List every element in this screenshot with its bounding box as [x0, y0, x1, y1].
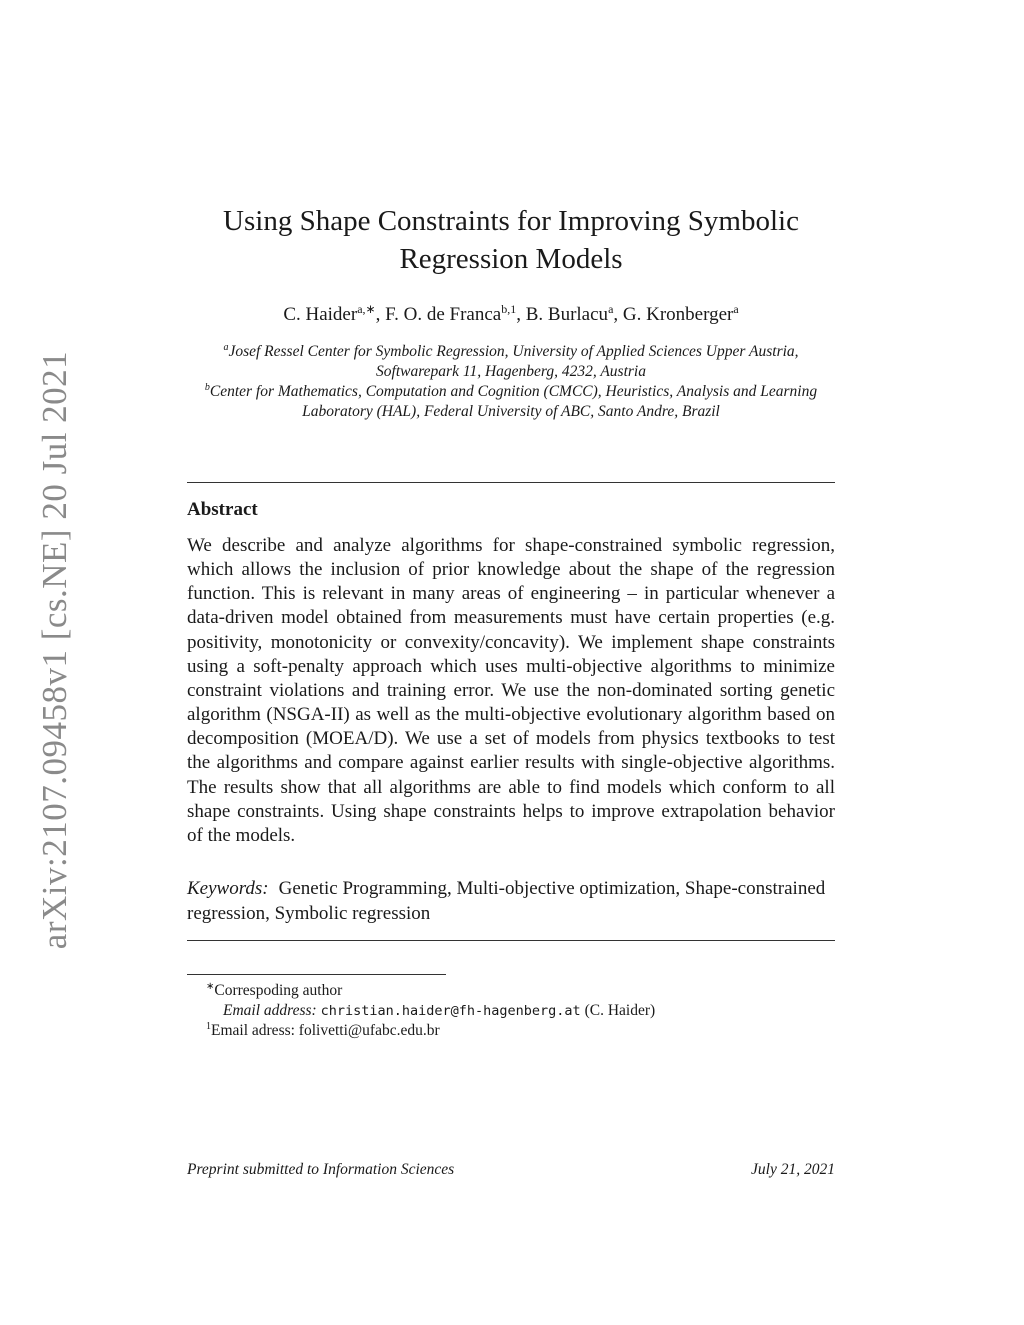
footnotes — [206, 981, 655, 1041]
affiliation-mark: a — [223, 342, 229, 353]
footnote-text: Email adress: folivetti@ufabc.edu.br — [211, 1022, 440, 1039]
footnote-rule — [187, 974, 446, 975]
author-name: B. Burlacu — [525, 304, 609, 325]
paper-title: Using Shape Constraints for Improving Symbolic Regression Models — [223, 205, 799, 275]
keywords — [187, 877, 835, 926]
footnote-mark: ∗ — [206, 981, 215, 992]
abstract-heading: Abstract — [187, 499, 258, 520]
author-list: C. Haider$^{a,∗}$, F. O. de Franca$^{b,1}$, B. Burlacu$^a$, G. Kronberger$^a$ — [283, 302, 739, 325]
author-affil-mark: a — [608, 302, 614, 316]
email-owner: (C. Haider) — [584, 1002, 656, 1019]
keywords-label: Keywords: — [187, 878, 269, 899]
affiliations — [195, 342, 827, 422]
affiliation-b — [195, 382, 827, 422]
email-label: Email address: — [223, 1002, 317, 1019]
author-name: F. O. de Franca — [385, 304, 502, 325]
author-name: G. Kronberger — [622, 304, 734, 325]
affiliation-text: Center for Mathematics, Computation and Cognition (CMCC), Heuristics, Analysis and Learning Laboratory (HAL), Federal University of ABC, Santo Andre, Brazil — [209, 383, 818, 420]
arxiv-id[interactable]: arXiv:2107.09458v1 [cs.NE] 20 Jul 2021 — [35, 350, 74, 950]
abstract-text: We describe and analyze algorithms for shape-constrained symbolic regression, which allows the inclusion of prior knowledge about the shape of the regression function. This is relevant in many areas of engineering – in particular whenever a data-driven model obtained from measurements must have certain properties (e.g. positivity, monotonicity or convexity/concavity). We implement shape constraints using a soft-penalty approach which uses multi-objective algorithms to minimize constraint violations and training error. We use the non-dominated sorting genetic algorithm (NSGA-II) as well as the multi-objective evolutionary algorithm based on decomposition (MOEA/D). We use a set of models from physics textbooks to test the algorithms and compare against earlier results with single-objective algorithms. The results show that all algorithms are able to find models which conform to all shape constraints. Using shape constraints helps to improve extrapolation behavior of the models. — [187, 535, 835, 846]
author-affil-mark: b,1 — [501, 302, 517, 316]
affiliation-a — [195, 342, 827, 382]
footer-date: July 21, 2021 — [751, 1161, 835, 1178]
footnote-1 — [206, 1021, 655, 1041]
abstract-top-rule — [187, 482, 835, 483]
footnote-text: Correspoding author — [214, 982, 343, 999]
footnote-corresponding — [206, 981, 655, 1001]
author-affil-mark: a — [733, 302, 739, 316]
email-link[interactable]: christian.haider@fh-hagenberg.at — [320, 1003, 581, 1019]
footer-preprint-note: Preprint submitted to Information Sciences — [187, 1161, 455, 1178]
keywords-text: Genetic Programming, Multi-objective optimization, Shape-constrained regression, Symbolic regression — [187, 878, 826, 924]
author-affil-mark: a,∗ — [357, 302, 376, 316]
footnote-email — [206, 1001, 655, 1021]
abstract-bottom-rule — [187, 940, 835, 941]
footnote-mark: 1 — [206, 1021, 211, 1032]
author-name: C. Haider — [283, 304, 358, 325]
affiliation-text: Josef Ressel Center for Symbolic Regression, University of Applied Sciences Upper Austria, Softwarepark 11, Hagenberg, 4232, Austria — [228, 343, 799, 380]
affiliation-mark: b — [204, 382, 210, 393]
